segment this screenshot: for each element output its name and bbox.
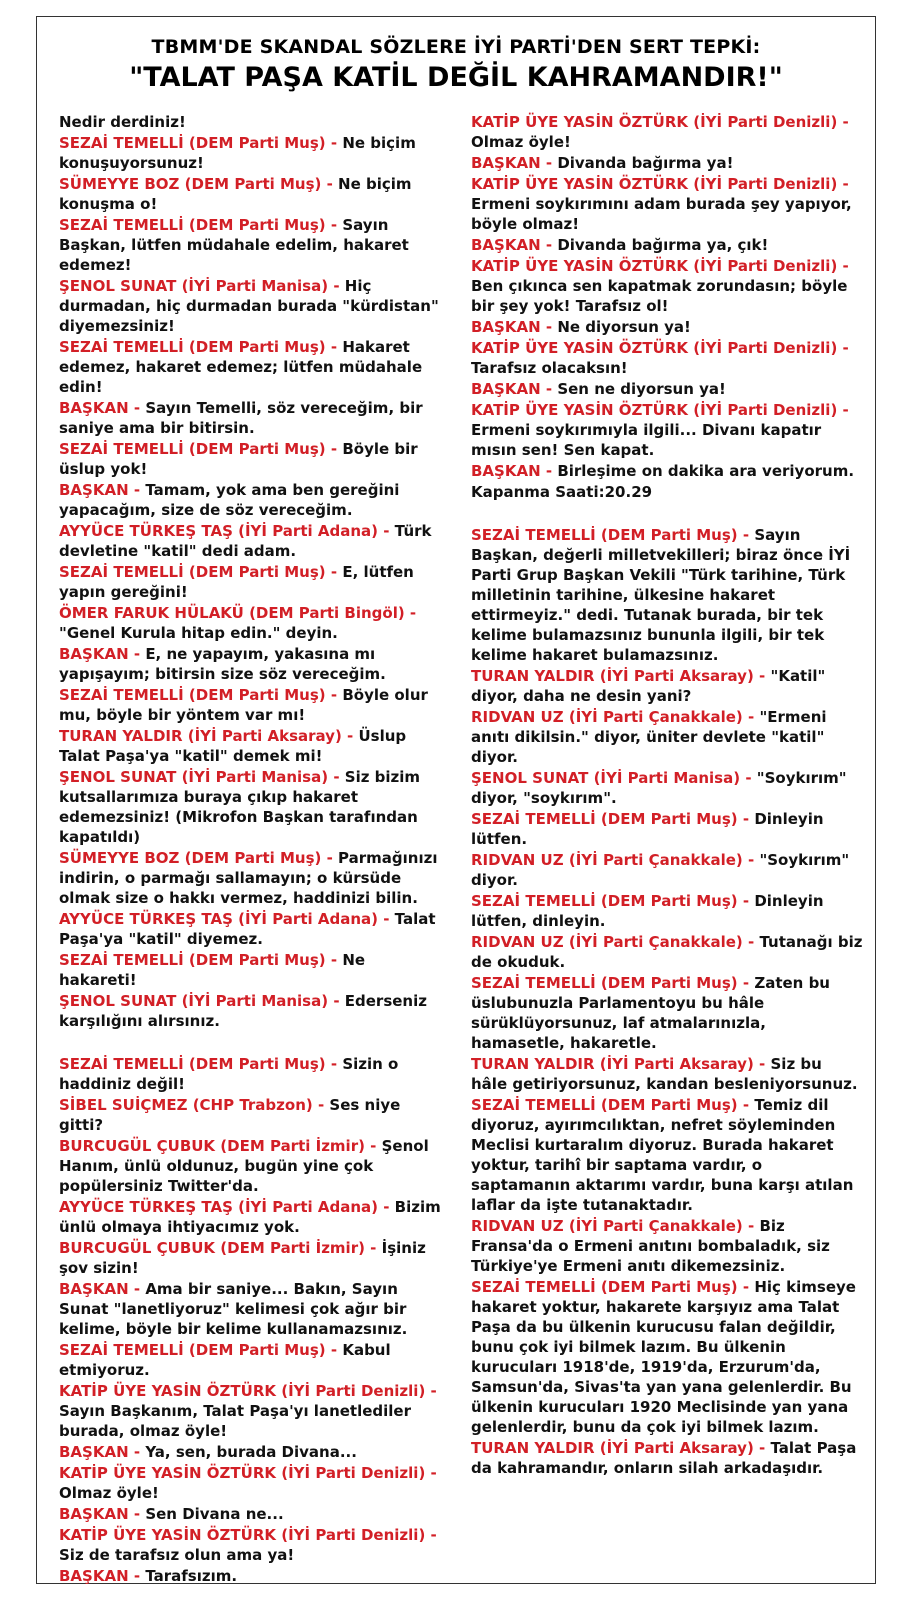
speech-text: Böyle olur mu, böyle bir yöntem var mı! [59, 686, 428, 724]
headline [37, 35, 875, 95]
transcript-line [471, 400, 863, 460]
speaker-label: BAŞKAN - [59, 481, 146, 499]
transcript-line [59, 112, 447, 132]
transcript-line [59, 133, 447, 173]
speaker-label: SEZAİ TEMELLİ (DEM Parti Muş) - [59, 686, 343, 704]
speech-text: Tamam, yok ama ben gereğini yapacağım, size de söz vereceğim. [59, 481, 400, 519]
speech-text: Siz bu hâle getiriyorsunuz, kandan besleniyorsunuz. [471, 1055, 858, 1093]
speaker-label: SEZAİ TEMELLİ (DEM Parti Muş) - [471, 810, 755, 828]
transcript-line [471, 256, 863, 316]
transcript-line [59, 685, 447, 725]
speaker-label: SEZAİ TEMELLİ (DEM Parti Muş) - [59, 1341, 343, 1359]
transcript-line [59, 767, 447, 847]
speech-text: Tarafsız olacaksın! [471, 359, 628, 377]
speech-text: Tarafsızım. [145, 1567, 238, 1585]
speaker-label: RIDVAN UZ (İYİ Parti Çanakkale) - [471, 933, 760, 951]
speech-text: Üslup Talat Paşa'ya "katil" demek mi! [59, 727, 407, 765]
speech-text: Bizim ünlü olmaya ihtiyacımız yok. [59, 1198, 441, 1236]
speech-text: Şenol Hanım, ünlü oldunuz, bugün yine çok popülersiniz Twitter'da. [59, 1137, 429, 1195]
transcript-line [59, 398, 447, 438]
speaker-label: SÜMEYYE BOZ (DEM Parti Muş) - [59, 175, 339, 193]
paragraph-gap [59, 1032, 447, 1054]
transcript-line [471, 317, 863, 337]
speaker-label: ŞENOL SUNAT (İYİ Parti Manisa) - [471, 769, 757, 787]
speech-text: Talat Paşa da kahramandır, onların silah arkadaşıdır. [471, 1439, 857, 1477]
speech-text: Ne biçim konuşuyorsunuz! [59, 134, 416, 172]
transcript-line [59, 1095, 447, 1135]
transcript-line [471, 525, 863, 665]
transcript-line [59, 1381, 447, 1441]
speech-text: Ben çıkınca sen kapatmak zorundasın; böyle bir şey yok! Tarafsız ol! [471, 277, 848, 315]
transcript-line [471, 666, 863, 706]
speech-text: Divanda bağırma ya! [557, 154, 734, 172]
speaker-label: SÜMEYYE BOZ (DEM Parti Muş) - [59, 849, 339, 867]
speaker-label: RIDVAN UZ (İYİ Parti Çanakkale) - [471, 1217, 760, 1235]
transcript-line [59, 950, 447, 990]
speaker-label: TURAN YALDIR (İYİ Parti Aksaray) - [471, 667, 771, 685]
transcript-line [59, 644, 447, 684]
speech-text: Hakaret edemez, hakaret edemez; lütfen müdahale edin! [59, 338, 423, 396]
transcript-line [59, 439, 447, 479]
speaker-label: SEZAİ TEMELLİ (DEM Parti Muş) - [471, 1096, 755, 1114]
transcript-line [471, 482, 863, 502]
speech-text: Olmaz öyle! [59, 1484, 159, 1502]
transcript-column-right [471, 112, 863, 1479]
transcript-line [471, 379, 863, 399]
headline-line-1: TBMM'DE SKANDAL SÖZLERE İYİ PARTİ'DEN SERT TEPKİ: [151, 36, 761, 58]
speech-text: Parmağınızı indirin, o parmağı sallamayın; o kürsüde olmak size o hakkı vermez, haddinizi bilin. [59, 849, 438, 907]
transcript-line [59, 480, 447, 520]
transcript-line [59, 174, 447, 214]
speech-text: Ne biçim konuşma o! [59, 175, 412, 213]
transcript-line [471, 112, 863, 152]
speaker-label: KATİP ÜYE YASİN ÖZTÜRK (İYİ Parti Denizli) - [471, 257, 849, 275]
speech-text: Kabul etmiyoruz. [59, 1341, 391, 1379]
speaker-label: SEZAİ TEMELLİ (DEM Parti Muş) - [59, 216, 343, 234]
speaker-label: KATİP ÜYE YASİN ÖZTÜRK (İYİ Parti Denizli) - [471, 175, 849, 193]
speaker-label: ŞENOL SUNAT (İYİ Parti Manisa) - [59, 277, 345, 295]
speaker-label: SEZAİ TEMELLİ (DEM Parti Muş) - [59, 338, 343, 356]
transcript-line [59, 1566, 447, 1586]
transcript-line [59, 848, 447, 908]
transcript-line [59, 1054, 447, 1094]
speaker-label: KATİP ÜYE YASİN ÖZTÜRK (İYİ Parti Denizli) - [59, 1526, 437, 1544]
transcript-line [471, 1054, 863, 1094]
speaker-label: SEZAİ TEMELLİ (DEM Parti Muş) - [59, 1055, 343, 1073]
transcript-line [471, 174, 863, 234]
speaker-label: KATİP ÜYE YASİN ÖZTÜRK (İYİ Parti Denizli) - [471, 113, 849, 131]
speech-text: Hiç durmadan, hiç durmadan burada "kürdistan" diyemezsiniz! [59, 277, 439, 335]
transcript-line [59, 991, 447, 1031]
transcript-line [471, 153, 863, 173]
speech-text: "Soykırım" diyor, "soykırım". [471, 769, 847, 807]
headline-line-2: "TALAT PAŞA KATİL DEĞİL KAHRAMANDIR!" [129, 62, 783, 93]
transcript-line [59, 215, 447, 275]
transcript-line [471, 1277, 863, 1437]
speech-text: Ne diyorsun ya! [557, 318, 691, 336]
speaker-label: AYYÜCE TÜRKEŞ TAŞ (İYİ Parti Adana) - [59, 1198, 395, 1216]
speech-text: Ya, sen, burada Divana... [145, 1443, 357, 1461]
transcript-line [471, 850, 863, 890]
speaker-label: ŞENOL SUNAT (İYİ Parti Manisa) - [59, 768, 345, 786]
transcript-line [59, 562, 447, 602]
transcript-line [471, 1438, 863, 1478]
transcript-line [59, 909, 447, 949]
speech-text: Zaten bu üslubunuzla Parlamentoyu bu hâle sürüklüyorsunuz, laf atmalarınızla, hamasetle, hakaretle. [471, 974, 830, 1052]
transcript-line [59, 1463, 447, 1503]
transcript-line [59, 1279, 447, 1339]
speech-text: Biz Fransa'da o Ermeni anıtını bombaladık, siz Türkiye'ye Ermeni anıtı dikemezsiniz. [471, 1217, 830, 1275]
speaker-label: KATİP ÜYE YASİN ÖZTÜRK (İYİ Parti Denizli) - [471, 339, 849, 357]
speaker-label: SEZAİ TEMELLİ (DEM Parti Muş) - [59, 134, 343, 152]
speaker-label: BAŞKAN - [471, 154, 558, 172]
speaker-label: BAŞKAN - [471, 462, 558, 480]
transcript-line [59, 726, 447, 766]
speaker-label: BURCUGÜL ÇUBUK (DEM Parti İzmir) - [59, 1239, 382, 1257]
speaker-label: TURAN YALDIR (İYİ Parti Aksaray) - [471, 1439, 771, 1457]
speech-text: Siz bizim kutsallarımıza buraya çıkıp hakaret edemezsiniz! (Mikrofon Başkan tarafından kapatıldı) [59, 768, 421, 846]
speech-text: Sayın Başkan, değerli milletvekilleri; biraz önce İYİ Parti Grup Başkan Vekili "Türk tarihine, Türk milletinin tarihine, ülkesine hakaret ettirmeyiz." dedi. Tutanak burada, bir tek kelime bulamazsınız bununla ilgili, bir tek kelime hakaret bulamazsınız. [471, 526, 851, 664]
speaker-label: AYYÜCE TÜRKEŞ TAŞ (İYİ Parti Adana) - [59, 522, 395, 540]
transcript-line [59, 1197, 447, 1237]
speech-text: Tutanağı biz de okuduk. [471, 933, 863, 971]
speaker-label: KATİP ÜYE YASİN ÖZTÜRK (İYİ Parti Denizli) - [471, 401, 849, 419]
speech-text: Sayın Başkanım, Talat Paşa'yı lanetlediler burada, olmaz öyle! [59, 1402, 412, 1440]
article-frame [36, 16, 876, 1584]
transcript-line [59, 521, 447, 561]
speech-text: Talat Paşa'ya "katil" diyemez. [59, 910, 436, 948]
speaker-label: AYYÜCE TÜRKEŞ TAŞ (İYİ Parti Adana) - [59, 910, 395, 928]
speaker-label: BAŞKAN - [59, 645, 146, 663]
speech-text: "Katil" diyor, daha ne desin yani? [471, 667, 826, 705]
transcript-line [471, 973, 863, 1053]
paragraph-gap [471, 503, 863, 525]
speaker-label: BAŞKAN - [471, 318, 558, 336]
transcript-line [471, 235, 863, 255]
speech-text: Hiç kimseye hakaret yoktur, hakarete karşıyız ama Talat Paşa da bu ülkenin kurucusu falan değildir, bunu çok iyi bilmek lazım. Bu ülkenin kurucuları 1918'de, 1919'da, Erzurum'da, Samsun'da, Sivas'ta yan yana gelenlerdir. Bu ülkenin kurucuları 1920 Meclisinde yan yana gelenlerdir, bunu da çok iyi bilmek lazım. [471, 1278, 856, 1436]
speech-text: Ederseniz karşılığını alırsınız. [59, 992, 427, 1030]
speaker-label: SEZAİ TEMELLİ (DEM Parti Muş) - [471, 892, 755, 910]
transcript-line [471, 461, 863, 481]
speech-text: Dinleyin lütfen, dinleyin. [471, 892, 824, 930]
speech-text: Sen Divana ne... [145, 1505, 284, 1523]
transcript-line [59, 1442, 447, 1462]
speaker-label: BAŞKAN - [59, 1280, 146, 1298]
speech-text: Sen ne diyorsun ya! [557, 380, 726, 398]
speech-text: Dinleyin lütfen. [471, 810, 824, 848]
speech-text: "Ermeni anıtı dikilsin." diyor, üniter devlete "katil" diyor. [471, 708, 827, 766]
speaker-label: SİBEL SUİÇMEZ (CHP Trabzon) - [59, 1096, 330, 1114]
speech-text: Sizin o haddiniz değil! [59, 1055, 399, 1093]
transcript-line [59, 603, 447, 643]
speech-text: Ermeni soykırımını adam burada şey yapıyor, böyle olmaz! [471, 195, 852, 233]
transcript-line [59, 1340, 447, 1380]
transcript-line [471, 768, 863, 808]
speech-text: Nedir derdiniz! [59, 113, 186, 131]
speaker-label: TURAN YALDIR (İYİ Parti Aksaray) - [471, 1055, 771, 1073]
speaker-label: RIDVAN UZ (İYİ Parti Çanakkale) - [471, 708, 760, 726]
speech-text: İşiniz şov sizin! [59, 1239, 426, 1277]
speaker-label: SEZAİ TEMELLİ (DEM Parti Muş) - [59, 440, 343, 458]
transcript-line [471, 809, 863, 849]
speech-text: E, ne yapayım, yakasına mı yapışayım; bitirsin size söz vereceğim. [59, 645, 386, 683]
transcript-column-left [59, 112, 447, 1587]
speaker-label: BAŞKAN - [59, 1443, 146, 1461]
speaker-label: KATİP ÜYE YASİN ÖZTÜRK (İYİ Parti Denizli) - [59, 1464, 437, 1482]
speaker-label: KATİP ÜYE YASİN ÖZTÜRK (İYİ Parti Denizli) - [59, 1382, 437, 1400]
speaker-label: BURCUGÜL ÇUBUK (DEM Parti İzmir) - [59, 1137, 382, 1155]
speaker-label: SEZAİ TEMELLİ (DEM Parti Muş) - [471, 526, 755, 544]
speaker-label: SEZAİ TEMELLİ (DEM Parti Muş) - [59, 563, 343, 581]
speaker-label: ŞENOL SUNAT (İYİ Parti Manisa) - [59, 992, 345, 1010]
transcript-line [59, 1136, 447, 1196]
speech-text: Ne hakareti! [59, 951, 366, 989]
speaker-label: RIDVAN UZ (İYİ Parti Çanakkale) - [471, 851, 760, 869]
speech-text: Böyle bir üslup yok! [59, 440, 418, 478]
speaker-label: BAŞKAN - [59, 1505, 146, 1523]
transcript-line [59, 337, 447, 397]
speech-text: Birleşime on dakika ara veriyorum. [557, 462, 855, 480]
speech-text: Siz de tarafsız olun ama ya! [59, 1546, 295, 1564]
speech-text: "Genel Kurula hitap edin." deyin. [59, 624, 338, 642]
transcript-line [471, 891, 863, 931]
speaker-label: ÖMER FARUK HÜLAKÜ (DEM Parti Bingöl) - [59, 604, 417, 622]
speaker-label: SEZAİ TEMELLİ (DEM Parti Muş) - [59, 951, 343, 969]
transcript-line [59, 276, 447, 336]
speaker-label: SEZAİ TEMELLİ (DEM Parti Muş) - [471, 974, 755, 992]
speech-text: Ses niye gitti? [59, 1096, 401, 1134]
speaker-label: SEZAİ TEMELLİ (DEM Parti Muş) - [471, 1278, 755, 1296]
speech-text: Temiz dil diyoruz, ayırımcılıktan, nefret söyleminden Meclisi kurtaralım diyoruz. Burada hakaret yoktur, tarihî bir saptama vardır, o saptamanın aktarımı vardır, buna karşı atılan laflar da işte tutanaktadır. [471, 1096, 854, 1214]
speaker-label: TURAN YALDIR (İYİ Parti Aksaray) - [59, 727, 359, 745]
speech-text: Divanda bağırma ya, çık! [557, 236, 769, 254]
speech-text: Olmaz öyle! [471, 133, 571, 151]
transcript-line [59, 1504, 447, 1524]
transcript-line [471, 707, 863, 767]
transcript-line [471, 338, 863, 378]
speech-text: Türk devletine "katil" dedi adam. [59, 522, 432, 560]
speech-text: Kapanma Saati:20.29 [471, 483, 653, 501]
transcript-line [471, 932, 863, 972]
speech-text: Sayın Başkan, lütfen müdahale edelim, hakaret edemez! [59, 216, 409, 274]
speaker-label: BAŞKAN - [59, 1567, 146, 1585]
transcript-line [59, 1525, 447, 1565]
transcript-line [471, 1216, 863, 1276]
speech-text: Sayın Temelli, söz vereceğim, bir saniye ama bir bitirsin. [59, 399, 423, 437]
transcript-line [59, 1238, 447, 1278]
speech-text: Ermeni soykırımıyla ilgili... Divanı kapatır mısın sen! Sen kapat. [471, 421, 822, 459]
speech-text: Ama bir saniye... Bakın, Sayın Sunat "lanetliyoruz" kelimesi çok ağır bir kelime, böyle bir kelime kullanamazsınız. [59, 1280, 408, 1338]
speaker-label: BAŞKAN - [471, 380, 558, 398]
speaker-label: BAŞKAN - [59, 399, 146, 417]
speech-text: E, lütfen yapın gereğini! [59, 563, 414, 601]
speech-text: "Soykırım" diyor. [471, 851, 850, 889]
speaker-label: BAŞKAN - [471, 236, 558, 254]
transcript-line [471, 1095, 863, 1215]
